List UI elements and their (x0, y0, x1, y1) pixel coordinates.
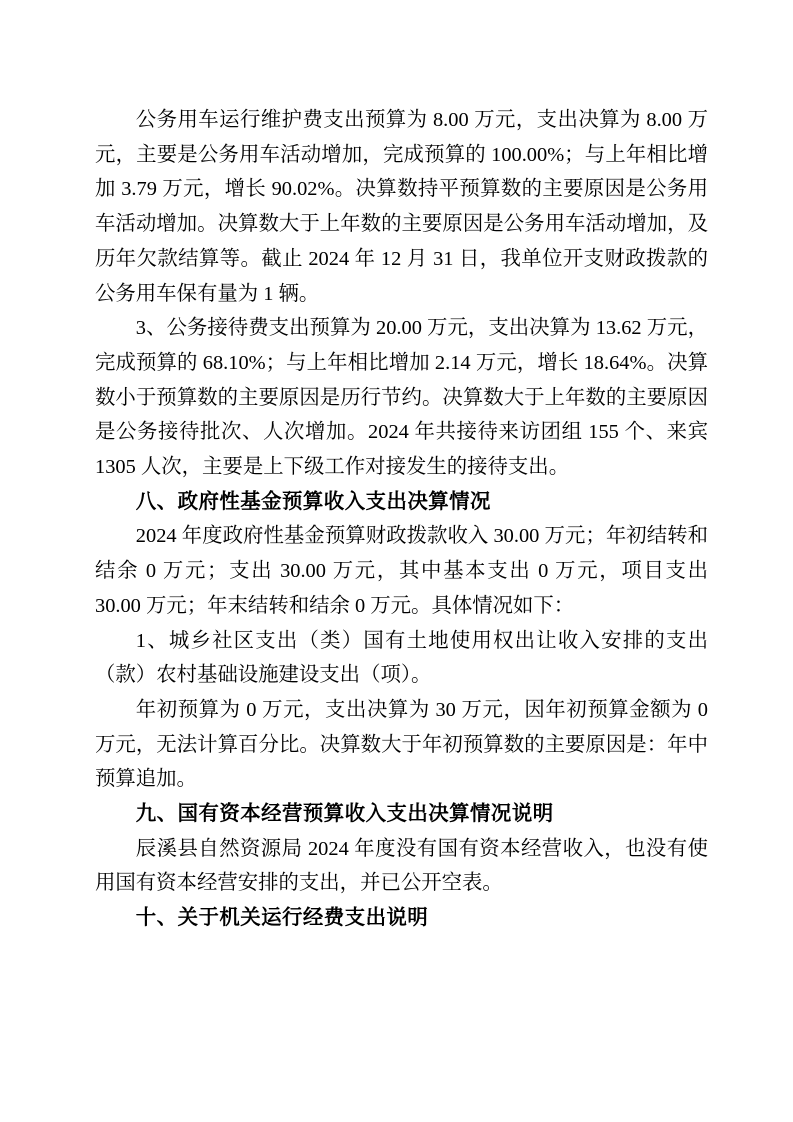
para-initial-budget-explanation: 年初预算为 0 万元，支出决算为 30 万元，因年初预算金额为 0 万元，无法计算百分比。决算数大于年初预算数的主要原因是：年中预算追加。 (95, 698, 708, 791)
heading-section-10-agency-operating-expense: 十、关于机关运行经费支出说明 (135, 907, 429, 930)
para-gov-fund-overview: 2024 年度政府性基金预算财政拨款收入 30.00 万元；年初结转和结余 0 万元；支出 30.00 万元，其中基本支出 0 万元，项目支出 30.00 万元；年末结转和结余 0 万元。具体情况如下： (95, 525, 708, 617)
document-body (95, 103, 708, 936)
para-official-reception-expense: 3、公务接待费支出预算为 20.00 万元，支出决算为 13.62 万元，完成预算的 68.10%；与上年相比增加 2.14 万元，增长 18.64%。决算数小于预算数的主要原因是历行节约。决算数大于上年数的主要原因是公务接待批次、人次增加。2024 年共接待来访团组 155 个、来宾 1305 人次，主要是上下级工作对接发生的接待支出。 (95, 317, 708, 479)
para-state-capital-statement: 辰溪县自然资源局 2024 年度没有国有资本经营收入，也没有使用国有资本经营安排的支出，并已公开空表。 (95, 837, 708, 895)
para-official-vehicle-maintenance: 公务用车运行维护费支出预算为 8.00 万元，支出决算为 8.00 万元，主要是公务用车活动增加，完成预算的 100.00%；与上年相比增加 3.79 万元，增长 90.02%。决算数持平预算数的主要原因是公务用车活动增加。决算数大于上年数的主要原因是公务用车活动增加，及历年欠款结算等。截止 2024 年 12 月 31 日，我单位开支财政拨款的公务用车保有量为 1 辆。 (95, 109, 708, 305)
para-urban-rural-community-expense-item: 1、城乡社区支出（类）国有土地使用权出让收入安排的支出（款）农村基础设施建设支出（项）。 (95, 629, 708, 687)
heading-section-9-state-capital-budget: 九、国有资本经营预算收入支出决算情况说明 (135, 803, 554, 826)
heading-section-8-gov-fund-budget: 八、政府性基金预算收入支出决算情况 (135, 490, 491, 513)
